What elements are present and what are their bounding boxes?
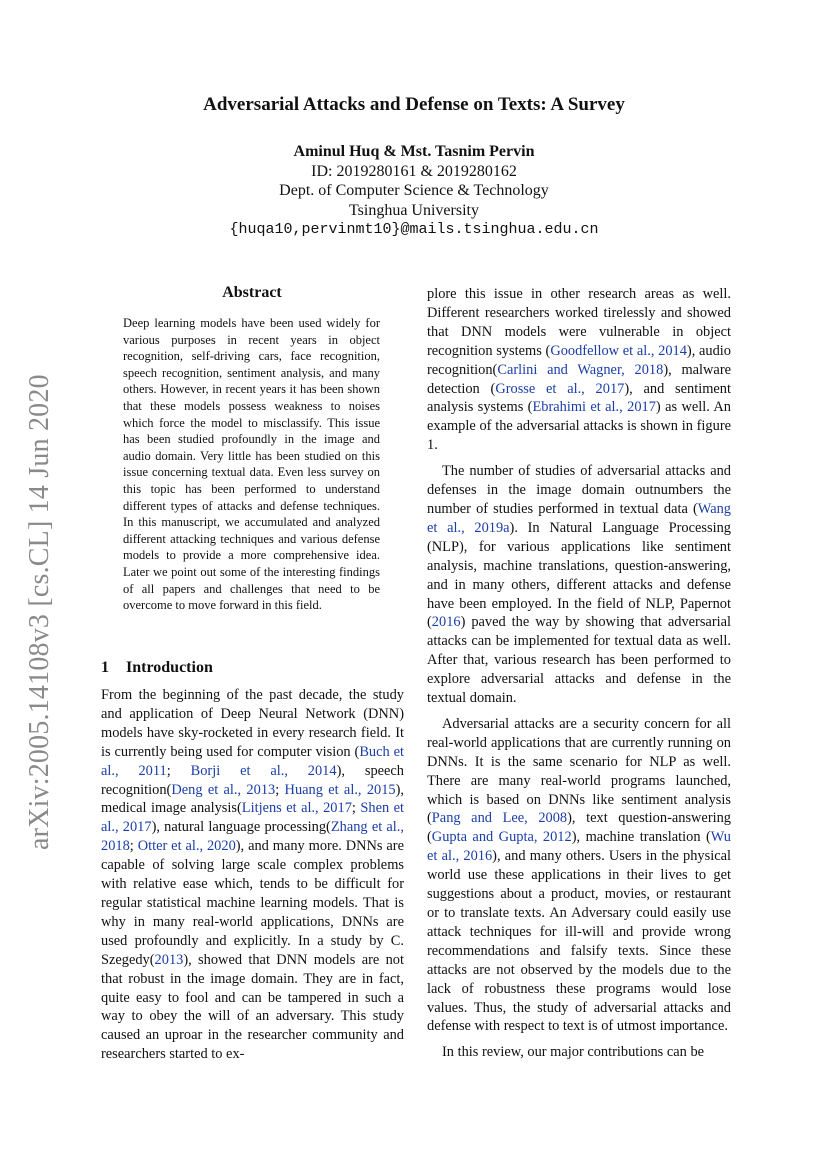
citation-link[interactable]: Gupta and Gupta, 2012 — [431, 829, 572, 846]
student-ids: ID: 2019280161 & 2019280162 — [311, 162, 517, 180]
abstract-text: Deep learning models have been used widely for various purposes in recent years in object recognition, self-driving cars, face recognition, speech recognition, sentiment analysis, and many others. However, in recent years it has been shown that these models possess weakness to noises which force the model to misclassify. This issue has been studied profoundly in the image and audio domain. Very little has been studied on this issue concerning textual data. Even less survey on this topic has been performed to understand different types of attacks and defense techniques. In this manuscript, we accumulated and analyzed different attacking techniques and various defense models to provide a more comprehensive idea. Later we point out some of the interesting findings of all papers and challenges that need to be overcome to move forward in this field. — [123, 316, 380, 613]
intro-paragraph-1: From the beginning of the past decade, the study and application of Deep Neural Network (DNN) models have sky-rocketed in every research field. It is currently being used for computer vision (Buch et al., 2011; Borji et al., 2014), speech recognition(Deng et al., 2013; Huang et al., 2015), medical image analysis(Litjens et al., 2017; Shen et al., 2017), natural language processing(Zhang et al., 2018; Otter et al., 2020), and many more. DNNs are capable of solving large scale complex problems with relative ease which, tends to be difficult for regular statistical machine learning models. That is why in many real-world applications, DNNs are used profoundly and explicitly. In a study by C. Szegedy(2013), showed that DNN models are not that robust in the image domain. They are in fact, quite easy to fool and can be tampered in such a way to obey the will of an adversary. This study caused an uproar in the researcher community and researchers started to ex- — [101, 687, 405, 1063]
university: Tsinghua University — [349, 201, 479, 219]
citation-link[interactable]: Goodfellow et al., 2014 — [550, 342, 687, 359]
left-column — [101, 686, 404, 1064]
arxiv-stamp — [22, 368, 58, 850]
citation-link[interactable]: Grosse et al., 2017 — [495, 380, 625, 397]
citation-link[interactable]: Buch et al., 2011 — [101, 743, 404, 779]
citation-link[interactable]: Deng et al., 2013 — [171, 781, 276, 798]
arxiv-stamp-text: arXiv:2005.14108v3 [cs.CL] 14 Jun 2020 — [24, 374, 55, 850]
intro-paragraph-3: Adversarial attacks are a security concern for all real-world applications that are currently running on DNNs. It is the same scenario for NLP as well. There are many real-world programs launched, which is based on DNNs like sentiment analysis (Pang and Lee, 2008), text question-answering (Gupta and Gupta, 2012), machine translation (Wu et al., 2016), and many others. Users in the physical world use these applications in their lives to get suggestions about a product, movies, or restaurant or to translate texts. An Adversary could easily use attack techniques for ill-will and provide wrong recommendations and falsify texts. Since these attacks are not observed by the models due to the lack of robustness these programs would lose values. Thus, the study of adversarial attacks and defense with respect to text is of utmost importance. — [427, 715, 732, 1035]
citation-link[interactable]: Ebrahimi et al., 2017 — [532, 399, 656, 416]
section-number: 1 — [101, 659, 109, 676]
citation-link[interactable]: Zhang et al., 2018 — [101, 819, 404, 855]
citation-link[interactable]: Wang et al., 2019a — [427, 500, 731, 536]
author-email: {huqa10,pervinmt10}@mails.tsinghua.edu.cn — [229, 221, 599, 238]
citation-link[interactable]: Wu et al., 2016 — [427, 829, 731, 865]
author-names: Aminul Huq & Mst. Tasnim Pervin — [293, 143, 535, 160]
citation-link[interactable]: Otter et al., 2020 — [137, 838, 236, 855]
intro-paragraph-2: The number of studies of adversarial attacks and defenses in the image domain outnumbers the number of studies performed in textual data (Wang et al., 2019a). In Natural Language Processing (NLP), for various applications like sentiment analysis, machine translations, question-answering, and in many others, different attacks and defense have been employed. In the field of NLP, Papernot (2016) paved the way by showing that adversarial attacks can be implemented for textual data as well. After that, various research has been performed to explore adversarial attacks and defense in the textual domain. — [427, 463, 731, 707]
citation-link[interactable]: 2016 — [431, 614, 461, 631]
citation-link[interactable]: Shen et al., 2017 — [101, 800, 405, 836]
citation-link[interactable]: Litjens et al., 2017 — [241, 800, 352, 817]
section-title: Introduction — [126, 659, 213, 676]
section-heading — [101, 659, 213, 677]
abstract-heading: Abstract — [222, 284, 282, 301]
intro-paragraph-4: In this review, our major contributions can be — [442, 1044, 705, 1061]
author-block — [80, 142, 748, 240]
department: Dept. of Computer Science & Technology — [279, 182, 549, 199]
intro-paragraph-1-continued: plore this issue in other research areas as well. Different researchers worked tirelessly and showed that DNN models were vulnerable in object recognition systems (Goodfellow et al., 2014), audio recognition(Carlini and Wagner, 2018), malware detection (Grosse et al., 2017), and sentiment analysis systems (Ebrahimi et al., 2017) as well. An example of the adversarial attacks is shown in figure 1. — [427, 286, 732, 454]
right-column — [427, 285, 731, 1062]
citation-link[interactable]: Huang et al., 2015 — [284, 781, 396, 798]
citation-link[interactable]: Borji et al., 2014 — [190, 762, 337, 779]
citation-link[interactable]: Pang and Lee, 2008 — [431, 810, 568, 827]
citation-link[interactable]: 2013 — [154, 951, 184, 968]
paper-title: Adversarial Attacks and Defense on Texts: A Survey — [203, 94, 625, 115]
citation-link[interactable]: Carlini and Wagner, 2018 — [497, 361, 664, 378]
